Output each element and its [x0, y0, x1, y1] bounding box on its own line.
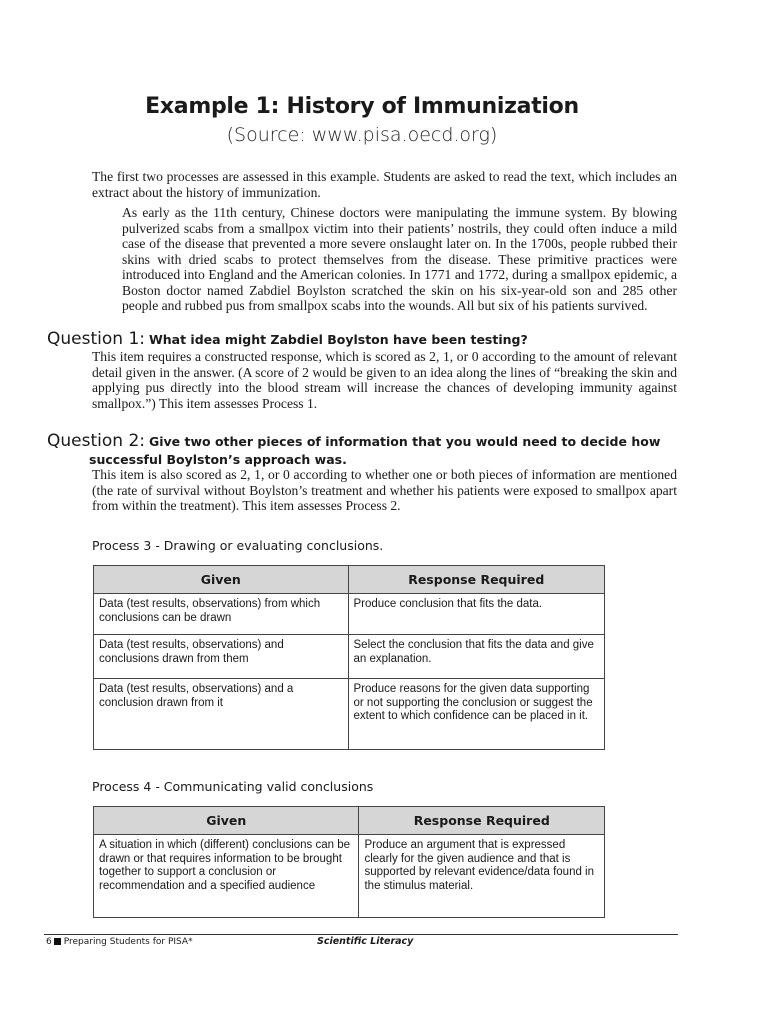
table-cell: Produce reasons for the given data supporting or not supporting the conclusion or suggest the extent to which confidence can be placed in it.: [348, 679, 605, 750]
table-header-row: [94, 807, 605, 835]
intro-paragraph: The first two processes are assessed in this example. Students are asked to read the text, which includes an extract about the history of immunization.: [92, 169, 677, 200]
table-header-row: [94, 566, 605, 594]
table-row: [94, 679, 605, 750]
footer-subject: Scientific Literacy: [317, 936, 414, 947]
footer-rule: [44, 934, 678, 935]
table-row: [94, 594, 605, 635]
footer-left: [46, 937, 193, 947]
table-row: [94, 835, 605, 918]
question-1-body: This item requires a constructed response, which is scored as 2, 1, or 0 according to the amount of relevant detail given in the answer. (A score of 2 would be given to an idea along the lines of “breaking the skin and applying pus directly into the blood stream will increase the chances of developing immunity against smallpox.”) This item assesses Process 1.: [92, 349, 677, 411]
table-cell: Produce conclusion that fits the data.: [348, 594, 605, 635]
source-citation: (Source: www.pisa.oecd.org): [226, 124, 498, 146]
extract-paragraph: As early as the 11th century, Chinese doctors were manipulating the immune system. By blowing pulverized scabs from a smallpox victim into their patients’ nostrils, they could often induce a mild case of the disease that prevented a more severe onslaught later on. In the 1700s, people rubbed their skins with dried scabs to protect themselves from the disease. These primitive practices were introduced into England and the American colonies. In 1771 and 1772, during a smallpox epidemic, a Boston doctor named Zabdiel Boylston scratched the skin on his six-year-old son and 285 other people and rubbed pus from smallpox scabs into the wounds. All but six of his patients survived.: [122, 205, 677, 313]
column-header-response: Response Required: [359, 807, 605, 835]
page-title: Example 1: History of Immunization: [145, 94, 579, 119]
question-1-text: What idea might Zabdiel Boylston have been testing?: [148, 332, 528, 347]
question-2-heading: [47, 431, 687, 451]
table-cell: A situation in which (different) conclusions can be drawn or that requires information to be brought together to support a conclusion or recommendation and a specified audience: [94, 835, 359, 918]
process-4-table: [93, 806, 605, 918]
process-3-table: [93, 565, 605, 750]
question-1-heading: [47, 329, 687, 349]
table-cell: Produce an argument that is expressed clearly for the given audience and that is supported by relevant evidence/data found in the stimulus material.: [359, 835, 605, 918]
column-header-response: Response Required: [348, 566, 605, 594]
table-cell: Data (test results, observations) from which conclusions can be drawn: [94, 594, 349, 635]
question-2-body: This item is also scored as 2, 1, or 0 according to whether one or both pieces of information are mentioned (the rate of survival without Boylston’s treatment and whether his patients were exposed to smallpox apart from within the treatment). This item assesses Process 2.: [92, 467, 677, 513]
question-1-label: Question 1:: [47, 329, 145, 349]
column-header-given: Given: [94, 566, 349, 594]
page-number: 6: [46, 937, 52, 947]
process-4-heading: Process 4 - Communicating valid conclusions: [92, 779, 374, 794]
question-2-text-continued: successful Boylston’s approach was.: [89, 452, 347, 467]
process-3-heading: Process 3 - Drawing or evaluating conclusions.: [92, 538, 384, 553]
table-cell: Select the conclusion that fits the data and give an explanation.: [348, 635, 605, 679]
table-cell: Data (test results, observations) and a conclusion drawn from it: [94, 679, 349, 750]
series-title: Preparing Students for PISA*: [63, 937, 193, 947]
table-cell: Data (test results, observations) and conclusions drawn from them: [94, 635, 349, 679]
question-2-label: Question 2:: [47, 431, 145, 451]
question-2-text: Give two other pieces of information that you would need to decide how: [148, 434, 661, 449]
table-row: [94, 635, 605, 679]
column-header-given: Given: [94, 807, 359, 835]
square-bullet-icon: [54, 938, 61, 945]
